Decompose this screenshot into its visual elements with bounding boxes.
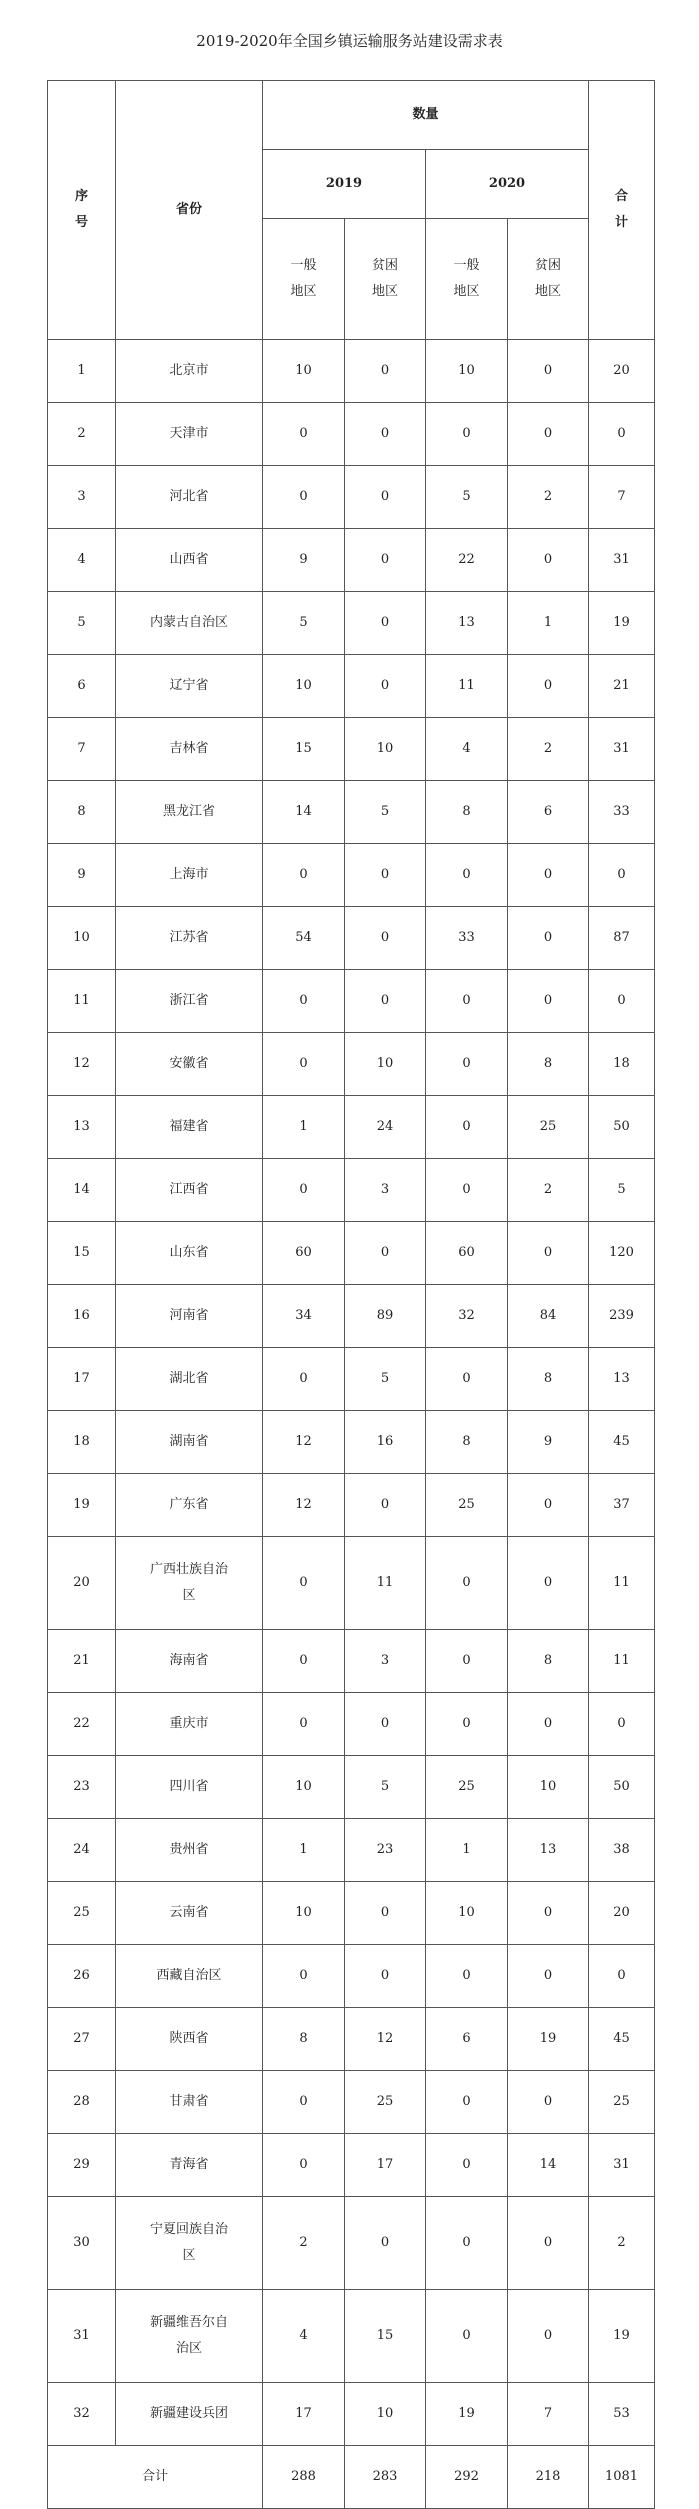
poor-2020: 14 bbox=[508, 2134, 589, 2197]
header-general-2020: 一般地区 bbox=[426, 219, 508, 340]
general-2020: 0 bbox=[426, 1693, 508, 1756]
province-name: 天津市 bbox=[116, 403, 263, 466]
row-number: 23 bbox=[48, 1756, 116, 1819]
poor-2019: 0 bbox=[345, 844, 426, 907]
province-name: 内蒙古自治区 bbox=[116, 592, 263, 655]
poor-2020: 8 bbox=[508, 1348, 589, 1411]
row-total: 50 bbox=[589, 1096, 655, 1159]
row-number: 12 bbox=[48, 1033, 116, 1096]
row-total: 31 bbox=[589, 2134, 655, 2197]
header-quantity: 数量 bbox=[263, 81, 589, 150]
row-number: 4 bbox=[48, 529, 116, 592]
province-name: 甘肃省 bbox=[116, 2071, 263, 2134]
table-row bbox=[48, 655, 655, 718]
poor-2020: 0 bbox=[508, 1222, 589, 1285]
province-name: 广西壮族自治区 bbox=[116, 1537, 263, 1630]
table-row bbox=[48, 1348, 655, 1411]
table-row bbox=[48, 1474, 655, 1537]
province-name: 吉林省 bbox=[116, 718, 263, 781]
table-row bbox=[48, 466, 655, 529]
province-name: 北京市 bbox=[116, 340, 263, 403]
row-number: 17 bbox=[48, 1348, 116, 1411]
general-2019: 14 bbox=[263, 781, 345, 844]
table-row bbox=[48, 592, 655, 655]
general-2019: 12 bbox=[263, 1474, 345, 1537]
general-2019: 0 bbox=[263, 2071, 345, 2134]
row-total: 38 bbox=[589, 1819, 655, 1882]
row-number: 31 bbox=[48, 2290, 116, 2383]
general-2019: 60 bbox=[263, 1222, 345, 1285]
row-total: 53 bbox=[589, 2383, 655, 2446]
row-total: 0 bbox=[589, 970, 655, 1033]
general-2019: 10 bbox=[263, 1882, 345, 1945]
province-name: 河南省 bbox=[116, 1285, 263, 1348]
table-row bbox=[48, 2134, 655, 2197]
general-2020: 0 bbox=[426, 970, 508, 1033]
general-2020: 32 bbox=[426, 1285, 508, 1348]
poor-2019: 3 bbox=[345, 1630, 426, 1693]
row-total: 11 bbox=[589, 1630, 655, 1693]
poor-2019: 15 bbox=[345, 2290, 426, 2383]
row-number: 26 bbox=[48, 1945, 116, 2008]
poor-2020: 84 bbox=[508, 1285, 589, 1348]
poor-2019: 5 bbox=[345, 1348, 426, 1411]
table-row bbox=[48, 2290, 655, 2383]
table-row bbox=[48, 781, 655, 844]
table-row bbox=[48, 2008, 655, 2071]
general-2019: 17 bbox=[263, 2383, 345, 2446]
province-name: 陕西省 bbox=[116, 2008, 263, 2071]
total-general-2019: 288 bbox=[263, 2446, 345, 2509]
row-number: 28 bbox=[48, 2071, 116, 2134]
general-2019: 5 bbox=[263, 592, 345, 655]
poor-2020: 0 bbox=[508, 529, 589, 592]
poor-2019: 0 bbox=[345, 1474, 426, 1537]
row-number: 11 bbox=[48, 970, 116, 1033]
poor-2020: 0 bbox=[508, 1945, 589, 2008]
province-name: 重庆市 bbox=[116, 1693, 263, 1756]
row-number: 16 bbox=[48, 1285, 116, 1348]
poor-2020: 8 bbox=[508, 1033, 589, 1096]
poor-2019: 12 bbox=[345, 2008, 426, 2071]
row-number: 30 bbox=[48, 2197, 116, 2290]
table-row bbox=[48, 1630, 655, 1693]
row-total: 20 bbox=[589, 1882, 655, 1945]
row-total: 239 bbox=[589, 1285, 655, 1348]
poor-2019: 16 bbox=[345, 1411, 426, 1474]
poor-2020: 6 bbox=[508, 781, 589, 844]
poor-2019: 0 bbox=[345, 466, 426, 529]
general-2019: 0 bbox=[263, 403, 345, 466]
row-number: 18 bbox=[48, 1411, 116, 1474]
general-2020: 25 bbox=[426, 1474, 508, 1537]
general-2019: 0 bbox=[263, 1693, 345, 1756]
table-row bbox=[48, 1882, 655, 1945]
province-name: 山东省 bbox=[116, 1222, 263, 1285]
poor-2020: 0 bbox=[508, 1693, 589, 1756]
row-total: 37 bbox=[589, 1474, 655, 1537]
province-name: 福建省 bbox=[116, 1096, 263, 1159]
province-name: 湖北省 bbox=[116, 1348, 263, 1411]
total-poor-2019: 283 bbox=[345, 2446, 426, 2509]
row-total: 0 bbox=[589, 844, 655, 907]
poor-2019: 11 bbox=[345, 1537, 426, 1630]
province-name: 辽宁省 bbox=[116, 655, 263, 718]
general-2020: 0 bbox=[426, 1033, 508, 1096]
table-row bbox=[48, 1411, 655, 1474]
row-total: 25 bbox=[589, 2071, 655, 2134]
table-title: 2019-2020年全国乡镇运输服务站建设需求表 bbox=[196, 32, 503, 50]
row-number: 9 bbox=[48, 844, 116, 907]
general-2019: 10 bbox=[263, 1756, 345, 1819]
row-number: 6 bbox=[48, 655, 116, 718]
general-2020: 0 bbox=[426, 1159, 508, 1222]
general-2020: 10 bbox=[426, 1882, 508, 1945]
general-2019: 9 bbox=[263, 529, 345, 592]
header-general-2019: 一般地区 bbox=[263, 219, 345, 340]
general-2019: 34 bbox=[263, 1285, 345, 1348]
poor-2019: 0 bbox=[345, 970, 426, 1033]
general-2019: 15 bbox=[263, 718, 345, 781]
poor-2020: 0 bbox=[508, 403, 589, 466]
general-2020: 0 bbox=[426, 1630, 508, 1693]
poor-2019: 23 bbox=[345, 1819, 426, 1882]
row-number: 19 bbox=[48, 1474, 116, 1537]
general-2019: 4 bbox=[263, 2290, 345, 2383]
row-total: 5 bbox=[589, 1159, 655, 1222]
province-name: 湖南省 bbox=[116, 1411, 263, 1474]
general-2019: 1 bbox=[263, 1096, 345, 1159]
general-2019: 0 bbox=[263, 1348, 345, 1411]
poor-2020: 0 bbox=[508, 340, 589, 403]
row-total: 0 bbox=[589, 403, 655, 466]
general-2020: 8 bbox=[426, 1411, 508, 1474]
general-2019: 0 bbox=[263, 466, 345, 529]
table-row bbox=[48, 529, 655, 592]
row-number: 5 bbox=[48, 592, 116, 655]
general-2020: 0 bbox=[426, 2071, 508, 2134]
poor-2020: 7 bbox=[508, 2383, 589, 2446]
poor-2019: 5 bbox=[345, 1756, 426, 1819]
demand-table bbox=[47, 80, 655, 2509]
poor-2019: 0 bbox=[345, 1222, 426, 1285]
table-row bbox=[48, 403, 655, 466]
table-row bbox=[48, 340, 655, 403]
province-name: 青海省 bbox=[116, 2134, 263, 2197]
table-row bbox=[48, 1756, 655, 1819]
general-2020: 0 bbox=[426, 844, 508, 907]
poor-2019: 0 bbox=[345, 2197, 426, 2290]
poor-2020: 0 bbox=[508, 907, 589, 970]
poor-2019: 0 bbox=[345, 529, 426, 592]
general-2020: 4 bbox=[426, 718, 508, 781]
row-total: 11 bbox=[589, 1537, 655, 1630]
poor-2019: 3 bbox=[345, 1159, 426, 1222]
poor-2019: 5 bbox=[345, 781, 426, 844]
poor-2020: 0 bbox=[508, 1474, 589, 1537]
province-name: 海南省 bbox=[116, 1630, 263, 1693]
row-total: 0 bbox=[589, 1693, 655, 1756]
province-name: 宁夏回族自治区 bbox=[116, 2197, 263, 2290]
row-number: 13 bbox=[48, 1096, 116, 1159]
general-2020: 33 bbox=[426, 907, 508, 970]
poor-2020: 2 bbox=[508, 466, 589, 529]
row-total: 2 bbox=[589, 2197, 655, 2290]
general-2020: 60 bbox=[426, 1222, 508, 1285]
grand-total: 1081 bbox=[589, 2446, 655, 2509]
row-number: 3 bbox=[48, 466, 116, 529]
table-row bbox=[48, 2197, 655, 2290]
row-total: 7 bbox=[589, 466, 655, 529]
poor-2020: 0 bbox=[508, 2071, 589, 2134]
poor-2020: 0 bbox=[508, 1882, 589, 1945]
table-row bbox=[48, 1693, 655, 1756]
poor-2020: 13 bbox=[508, 1819, 589, 1882]
province-name: 江西省 bbox=[116, 1159, 263, 1222]
general-2020: 10 bbox=[426, 340, 508, 403]
province-name: 上海市 bbox=[116, 844, 263, 907]
general-2019: 0 bbox=[263, 1537, 345, 1630]
poor-2019: 0 bbox=[345, 1693, 426, 1756]
header-poor-2020: 贫困地区 bbox=[508, 219, 589, 340]
row-number: 1 bbox=[48, 340, 116, 403]
general-2019: 12 bbox=[263, 1411, 345, 1474]
general-2019: 8 bbox=[263, 2008, 345, 2071]
poor-2020: 0 bbox=[508, 2290, 589, 2383]
total-general-2020: 292 bbox=[426, 2446, 508, 2509]
general-2019: 0 bbox=[263, 1630, 345, 1693]
row-total: 0 bbox=[589, 1945, 655, 2008]
general-2019: 1 bbox=[263, 1819, 345, 1882]
poor-2019: 89 bbox=[345, 1285, 426, 1348]
general-2020: 22 bbox=[426, 529, 508, 592]
poor-2020: 0 bbox=[508, 1537, 589, 1630]
totals-label: 合计 bbox=[48, 2446, 263, 2509]
poor-2020: 0 bbox=[508, 655, 589, 718]
province-name: 云南省 bbox=[116, 1882, 263, 1945]
row-total: 45 bbox=[589, 1411, 655, 1474]
row-number: 15 bbox=[48, 1222, 116, 1285]
poor-2020: 9 bbox=[508, 1411, 589, 1474]
province-name: 新疆建设兵团 bbox=[116, 2383, 263, 2446]
province-name: 安徽省 bbox=[116, 1033, 263, 1096]
header-total: 合计 bbox=[589, 81, 655, 340]
row-number: 27 bbox=[48, 2008, 116, 2071]
general-2019: 10 bbox=[263, 655, 345, 718]
table-body bbox=[48, 340, 655, 2509]
row-number: 22 bbox=[48, 1693, 116, 1756]
general-2020: 0 bbox=[426, 1096, 508, 1159]
province-name: 贵州省 bbox=[116, 1819, 263, 1882]
province-name: 山西省 bbox=[116, 529, 263, 592]
general-2019: 0 bbox=[263, 1945, 345, 2008]
header-province: 省份 bbox=[116, 81, 263, 340]
general-2019: 0 bbox=[263, 1033, 345, 1096]
general-2019: 0 bbox=[263, 2134, 345, 2197]
table-row bbox=[48, 1537, 655, 1630]
table-row bbox=[48, 907, 655, 970]
row-total: 21 bbox=[589, 655, 655, 718]
province-name: 新疆维吾尔自治区 bbox=[116, 2290, 263, 2383]
general-2020: 19 bbox=[426, 2383, 508, 2446]
row-number: 7 bbox=[48, 718, 116, 781]
table-row bbox=[48, 844, 655, 907]
general-2020: 0 bbox=[426, 2134, 508, 2197]
province-name: 西藏自治区 bbox=[116, 1945, 263, 2008]
poor-2020: 2 bbox=[508, 1159, 589, 1222]
general-2020: 0 bbox=[426, 1537, 508, 1630]
row-total: 120 bbox=[589, 1222, 655, 1285]
row-total: 31 bbox=[589, 718, 655, 781]
row-number: 32 bbox=[48, 2383, 116, 2446]
table-row bbox=[48, 1222, 655, 1285]
row-total: 20 bbox=[589, 340, 655, 403]
row-total: 19 bbox=[589, 2290, 655, 2383]
general-2020: 0 bbox=[426, 2290, 508, 2383]
row-number: 25 bbox=[48, 1882, 116, 1945]
table-row bbox=[48, 970, 655, 1033]
row-number: 2 bbox=[48, 403, 116, 466]
province-name: 江苏省 bbox=[116, 907, 263, 970]
poor-2020: 10 bbox=[508, 1756, 589, 1819]
general-2019: 10 bbox=[263, 340, 345, 403]
total-poor-2020: 218 bbox=[508, 2446, 589, 2509]
general-2019: 2 bbox=[263, 2197, 345, 2290]
poor-2019: 0 bbox=[345, 655, 426, 718]
table-row bbox=[48, 2071, 655, 2134]
row-number: 21 bbox=[48, 1630, 116, 1693]
poor-2019: 0 bbox=[345, 403, 426, 466]
general-2020: 11 bbox=[426, 655, 508, 718]
poor-2020: 25 bbox=[508, 1096, 589, 1159]
poor-2019: 0 bbox=[345, 907, 426, 970]
header-year-2020: 2020 bbox=[426, 150, 589, 219]
totals-row bbox=[48, 2446, 655, 2509]
row-number: 24 bbox=[48, 1819, 116, 1882]
poor-2020: 0 bbox=[508, 2197, 589, 2290]
table-row bbox=[48, 2383, 655, 2446]
poor-2019: 0 bbox=[345, 340, 426, 403]
table-row bbox=[48, 1033, 655, 1096]
poor-2020: 1 bbox=[508, 592, 589, 655]
row-total: 45 bbox=[589, 2008, 655, 2071]
poor-2019: 0 bbox=[345, 1882, 426, 1945]
table-row bbox=[48, 1285, 655, 1348]
poor-2020: 8 bbox=[508, 1630, 589, 1693]
table-row bbox=[48, 1945, 655, 2008]
general-2019: 0 bbox=[263, 1159, 345, 1222]
poor-2019: 17 bbox=[345, 2134, 426, 2197]
province-name: 广东省 bbox=[116, 1474, 263, 1537]
table-row bbox=[48, 1096, 655, 1159]
row-number: 8 bbox=[48, 781, 116, 844]
table-row bbox=[48, 1159, 655, 1222]
general-2020: 0 bbox=[426, 1945, 508, 2008]
poor-2020: 0 bbox=[508, 844, 589, 907]
general-2019: 0 bbox=[263, 970, 345, 1033]
row-total: 18 bbox=[589, 1033, 655, 1096]
poor-2020: 19 bbox=[508, 2008, 589, 2071]
row-number: 14 bbox=[48, 1159, 116, 1222]
row-total: 13 bbox=[589, 1348, 655, 1411]
poor-2019: 24 bbox=[345, 1096, 426, 1159]
header-poor-2019: 贫困地区 bbox=[345, 219, 426, 340]
row-total: 50 bbox=[589, 1756, 655, 1819]
province-name: 浙江省 bbox=[116, 970, 263, 1033]
poor-2019: 25 bbox=[345, 2071, 426, 2134]
table-row bbox=[48, 1819, 655, 1882]
row-number: 29 bbox=[48, 2134, 116, 2197]
poor-2019: 10 bbox=[345, 1033, 426, 1096]
general-2020: 13 bbox=[426, 592, 508, 655]
poor-2020: 2 bbox=[508, 718, 589, 781]
province-name: 四川省 bbox=[116, 1756, 263, 1819]
row-total: 19 bbox=[589, 592, 655, 655]
header-year-2019: 2019 bbox=[263, 150, 426, 219]
header-seq: 序号 bbox=[48, 81, 116, 340]
poor-2019: 10 bbox=[345, 2383, 426, 2446]
general-2019: 54 bbox=[263, 907, 345, 970]
general-2020: 8 bbox=[426, 781, 508, 844]
poor-2019: 10 bbox=[345, 718, 426, 781]
poor-2019: 0 bbox=[345, 1945, 426, 2008]
general-2020: 25 bbox=[426, 1756, 508, 1819]
poor-2020: 0 bbox=[508, 970, 589, 1033]
row-total: 33 bbox=[589, 781, 655, 844]
table-row bbox=[48, 718, 655, 781]
row-number: 10 bbox=[48, 907, 116, 970]
row-total: 87 bbox=[589, 907, 655, 970]
poor-2019: 0 bbox=[345, 592, 426, 655]
general-2020: 0 bbox=[426, 403, 508, 466]
general-2020: 1 bbox=[426, 1819, 508, 1882]
province-name: 黑龙江省 bbox=[116, 781, 263, 844]
province-name: 河北省 bbox=[116, 466, 263, 529]
row-total: 31 bbox=[589, 529, 655, 592]
general-2020: 0 bbox=[426, 1348, 508, 1411]
row-number: 20 bbox=[48, 1537, 116, 1630]
general-2020: 5 bbox=[426, 466, 508, 529]
general-2020: 6 bbox=[426, 2008, 508, 2071]
general-2019: 0 bbox=[263, 844, 345, 907]
general-2020: 0 bbox=[426, 2197, 508, 2290]
